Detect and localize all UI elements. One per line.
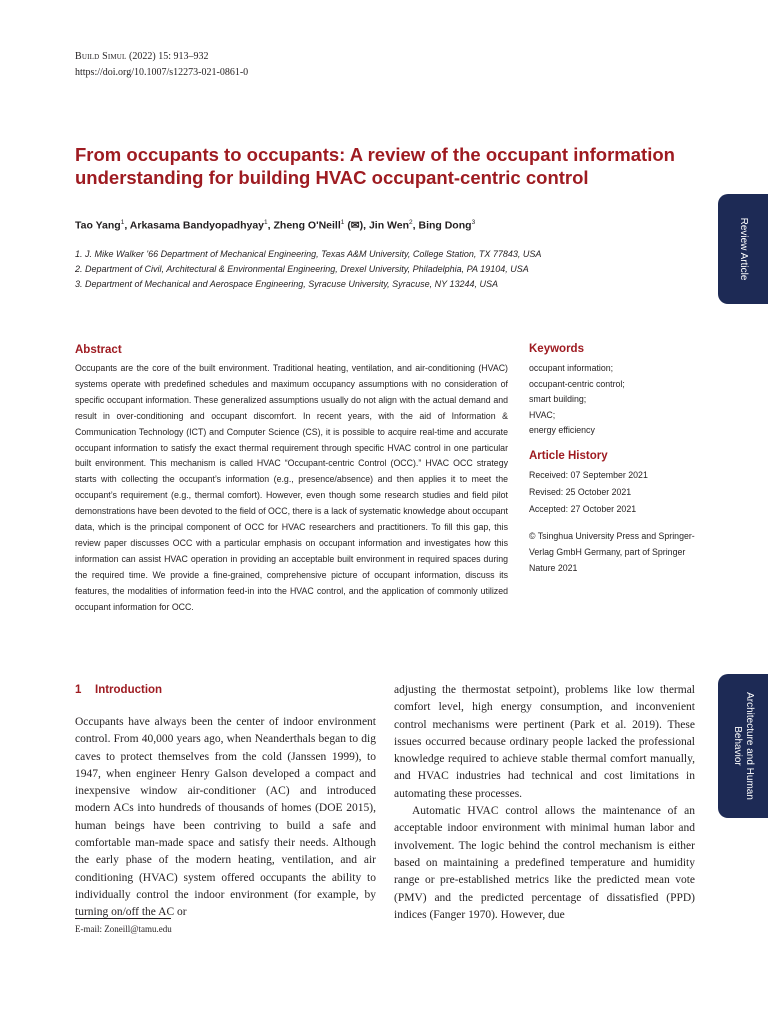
journal-citation (75, 50, 209, 63)
keywords-heading: Keywords (529, 343, 584, 355)
body-column-left (75, 714, 376, 922)
keyword-item: smart building; (529, 394, 587, 405)
author-affiliation-mark: 3 (471, 219, 476, 226)
doi-link[interactable]: https://doi.org/10.1007/s12273-021-0861-0 (75, 67, 249, 78)
history-revised: Revised: 25 October 2021 (529, 487, 632, 497)
history-received: Received: 07 September 2021 (529, 470, 648, 480)
article-title: From occupants to occupants: A review of the occupant information understanding for building HVAC occupant-centric control (75, 144, 675, 188)
keyword-item: occupant information; (529, 363, 614, 373)
author-list: Tao Yang$^1$, Arkasama Bandyopadhyay$^1$, Zheng O'Neill$^1$ (✉), Jin Wen$^2$, Bing Dong$^3$ (75, 219, 476, 232)
affiliation-3: 3. Department of Mechanical and Aerospace Engineering, Syracuse University, Syracuse, NY 13244, USA (75, 279, 499, 289)
keyword-item: occupant-centric control; (529, 378, 625, 389)
keywords-list (529, 361, 625, 439)
abstract-heading: Abstract (75, 344, 122, 356)
keyword-item: HVAC; (529, 409, 556, 420)
abstract-body: Occupants are the core of the built environment. Traditional heating, ventilation, and air-conditioning (HVAC) systems operate with predefined schedules and maximum occupancy assumptions with no consideration of specific occupant information. These generalized assumptions usually do not align with the actual demand and result in over-conditioning and occupant discomfort. In recent years, with the aid of Information & Communication Technology (ICT) and Computer Science (CS), it is possible to acquire real-time and accurate occupant information to satisfy the exact thermal requirement through specific HVAC control in one particular built environment. This mechanism is called HVAC “Occupant-centric Control (OCC).” HVAC OCC strategy starts with collecting the occupant’s information (e.g., presence/absence) and then applies it to meet the occupant’s requirement (e.g., thermal comfort). However, even though some research studies and field pilot demonstrations have been devoted to the field of OCC, there is a lack of systematic knowledge about occupant data, which is the principal component of OCC for HVAC researchers and practitioners. To fill this gap, this review paper discusses OCC with a particular emphasis on occupant information and investigates how this information can assist HVAC operation in providing an acceptable built environment in required spaces during the required time. We provide a fine-grained, comprehensive picture of occupant information, discuss its features, the modalities of information feed-in into the HVAC control, and the application of commonly utilized occupant information for OCC. (75, 363, 508, 612)
author-affiliation-mark: 1 (120, 219, 125, 226)
affiliation-2: 2. Department of Civil, Architectural & Environmental Engineering, Drexel University, Philadelphia, PA 19104, USA (75, 264, 529, 274)
envelope-icon[interactable]: (✉) (347, 219, 364, 232)
author-affiliation-mark: 2 (409, 219, 413, 226)
author-name: Jin Wen (368, 219, 410, 232)
section-tab (718, 674, 768, 818)
article-type-label: Review Article (738, 217, 749, 281)
author-name: Zheng O'Neill (273, 219, 341, 232)
copyright-notice: © Tsinghua University Press and Springer-Verlag GmbH Germany, part of Springer Nature 2021 (529, 531, 695, 573)
article-type-tab (718, 194, 768, 304)
corresponding-email: E-mail: Zoneill@tamu.edu (75, 924, 172, 934)
journal-name: Build Simul (75, 51, 127, 62)
article-history-list (529, 467, 648, 518)
section-title: Introduction (95, 684, 163, 696)
section-number: 1 (75, 684, 82, 696)
history-accepted: Accepted: 27 October 2021 (529, 504, 637, 514)
journal-volume-pages: (2022) 15: 913–932 (129, 51, 209, 62)
body-column-right (394, 682, 695, 924)
author-name: Tao Yang (75, 219, 121, 232)
body-paragraph: Automatic HVAC control allows the maintenance of an acceptable indoor environment with minimal human labor and involvement. The logic behind the control mechanism is either based on maintaining a predefined temperature and humidity range or pre-established metrics like the predicted mean vote (PMV) and the predicted percentage of dissatisfied (PPD) indices (Fanger 1970). However, due (394, 805, 695, 921)
article-history-heading: Article History (529, 450, 608, 462)
author-name: Bing Dong (418, 219, 472, 232)
keyword-item: energy efficiency (529, 425, 595, 436)
body-paragraph: Occupants have always been the center of indoor environment control. From 40,000 years ago, when Neanderthals began to dig caves to protect themselves from the cold (Janssen 1999), to 1947, when engineer Henry Galson developed a compact and inexpensive window air-conditioner (AC) and introduced modern ACs into hundreds of thousands of homes (DOE 2015), human beings have been contriving to build a safe and comfortable man-made space and satisfy their needs. Although the early phase of the modern heating, ventilation, and air conditioning (HVAC) system offered occupants the ability to individually control the indoor environment (for example, by turning on/off the AC or (75, 716, 376, 919)
author-affiliation-mark: 1 (340, 219, 345, 226)
author-name: Arkasama Bandyopadhyay (129, 219, 265, 232)
author-affiliation-mark: 1 (264, 219, 268, 226)
section-heading-introduction (75, 684, 162, 696)
footnote-divider (75, 918, 171, 919)
section-label: Architecture and Human Behavior (732, 692, 755, 800)
body-paragraph: adjusting the thermostat setpoint), problems like low thermal comfort level, high energy consumption, and inconvenient control mechanisms were pertinent (Park et al. 2019). These issues occurred because ordinary people lacked the professional knowledge required to achieve stable thermal comfort manually, and HVAC industries had technical and cost limitations in automating these processes. (394, 684, 695, 800)
affiliation-1: 1. J. Mike Walker '66 Department of Mechanical Engineering, Texas A&M University, College Station, TX 77843, USA (75, 249, 542, 259)
